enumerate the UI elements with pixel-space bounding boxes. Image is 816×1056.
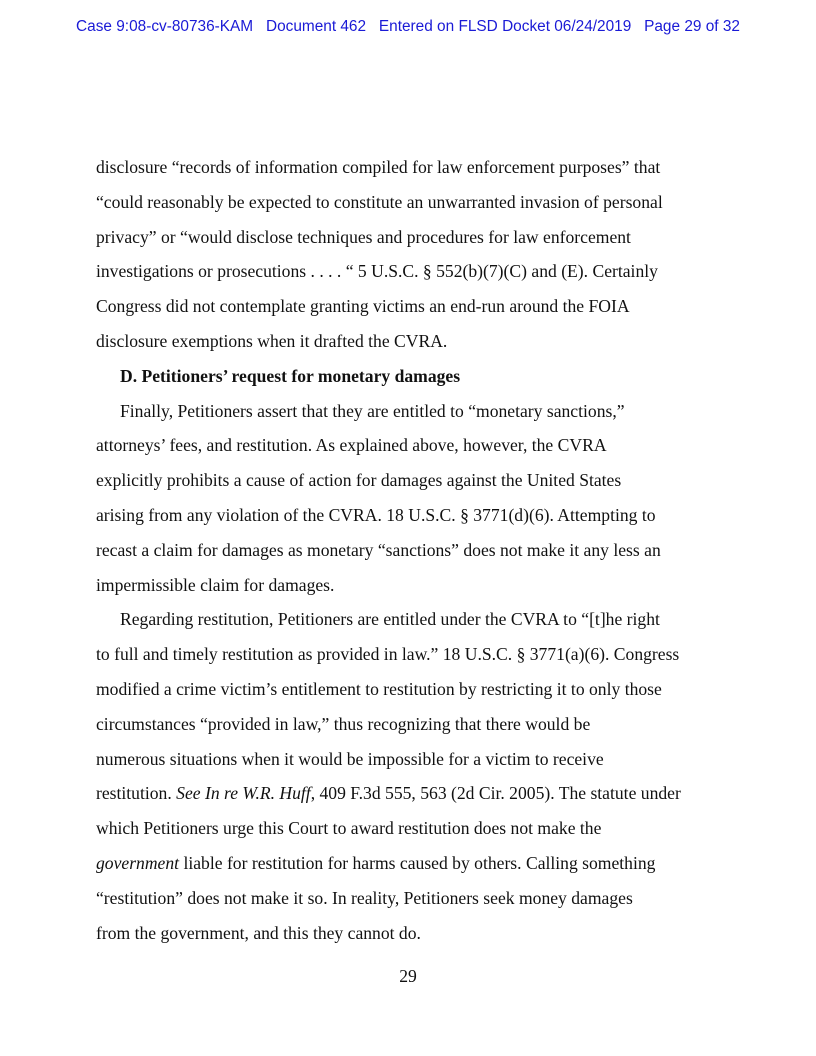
text-segment: restitution. bbox=[96, 783, 177, 804]
docket-header: Case 9:08-cv-80736-KAM Document 462 Entered on FLSD Docket 06/24/2019 Page 29 of 32 bbox=[76, 18, 740, 35]
text-line bbox=[96, 776, 728, 811]
text-line: modified a crime victim’s entitlement to restitution by restricting it to only those bbox=[96, 678, 662, 699]
text-line: which Petitioners urge this Court to award restitution does not make the bbox=[96, 818, 602, 839]
text-line: disclosure exemptions when it drafted the CVRA. bbox=[96, 330, 448, 351]
section-heading-d: D. Petitioners’ request for monetary damages bbox=[120, 365, 461, 386]
text-line: “could reasonably be expected to constitute an unwarranted invasion of personal bbox=[96, 191, 663, 212]
text-line: from the government, and this they cannot do. bbox=[96, 922, 421, 943]
text-line: numerous situations when it would be impossible for a victim to receive bbox=[96, 748, 604, 769]
text-line: “restitution” does not make it so. In reality, Petitioners seek money damages bbox=[96, 887, 633, 908]
text-line: privacy” or “would disclose techniques and procedures for law enforcement bbox=[96, 226, 631, 247]
paragraph-foia bbox=[96, 150, 728, 359]
text-line: impermissible claim for damages. bbox=[96, 574, 335, 595]
text-segment: liable for restitution for harms caused by others. Calling something bbox=[179, 852, 656, 873]
text-line: Finally, Petitioners assert that they are entitled to “monetary sanctions,” bbox=[120, 400, 625, 421]
text-line: investigations or prosecutions . . . . “ 5 U.S.C. § 552(b)(7)(C) and (E). Certainly bbox=[96, 261, 658, 282]
text-line: disclosure “records of information compiled for law enforcement purposes” that bbox=[96, 157, 661, 177]
text-line: attorneys’ fees, and restitution. As explained above, however, the CVRA bbox=[96, 435, 607, 456]
text-line: circumstances “provided in law,” thus recognizing that there would be bbox=[96, 713, 591, 734]
paragraph-monetary bbox=[96, 394, 728, 603]
text-line: Congress did not contemplate granting victims an end-run around the FOIA bbox=[96, 296, 630, 317]
paragraph-restitution bbox=[96, 602, 728, 950]
text-line: arising from any violation of the CVRA. 18 U.S.C. § 3771(d)(6). Attempting to bbox=[96, 504, 656, 525]
text-segment: , 409 F.3d 555, 563 (2d Cir. 2005). The statute under bbox=[310, 783, 681, 804]
text-line: to full and timely restitution as provided in law.” 18 U.S.C. § 3771(a)(6). Congress bbox=[96, 644, 680, 665]
text-line bbox=[96, 846, 728, 881]
text-line: recast a claim for damages as monetary “sanctions” does not make it any less an bbox=[96, 539, 661, 560]
page-number: 29 bbox=[399, 966, 417, 986]
text-line: Regarding restitution, Petitioners are entitled under the CVRA to “[t]he right bbox=[120, 609, 660, 630]
page-body bbox=[96, 150, 728, 950]
case-citation: See In re W.R. Huff bbox=[176, 783, 311, 804]
emphasis-word: government bbox=[96, 852, 180, 873]
text-line: explicitly prohibits a cause of action for damages against the United States bbox=[96, 470, 622, 491]
